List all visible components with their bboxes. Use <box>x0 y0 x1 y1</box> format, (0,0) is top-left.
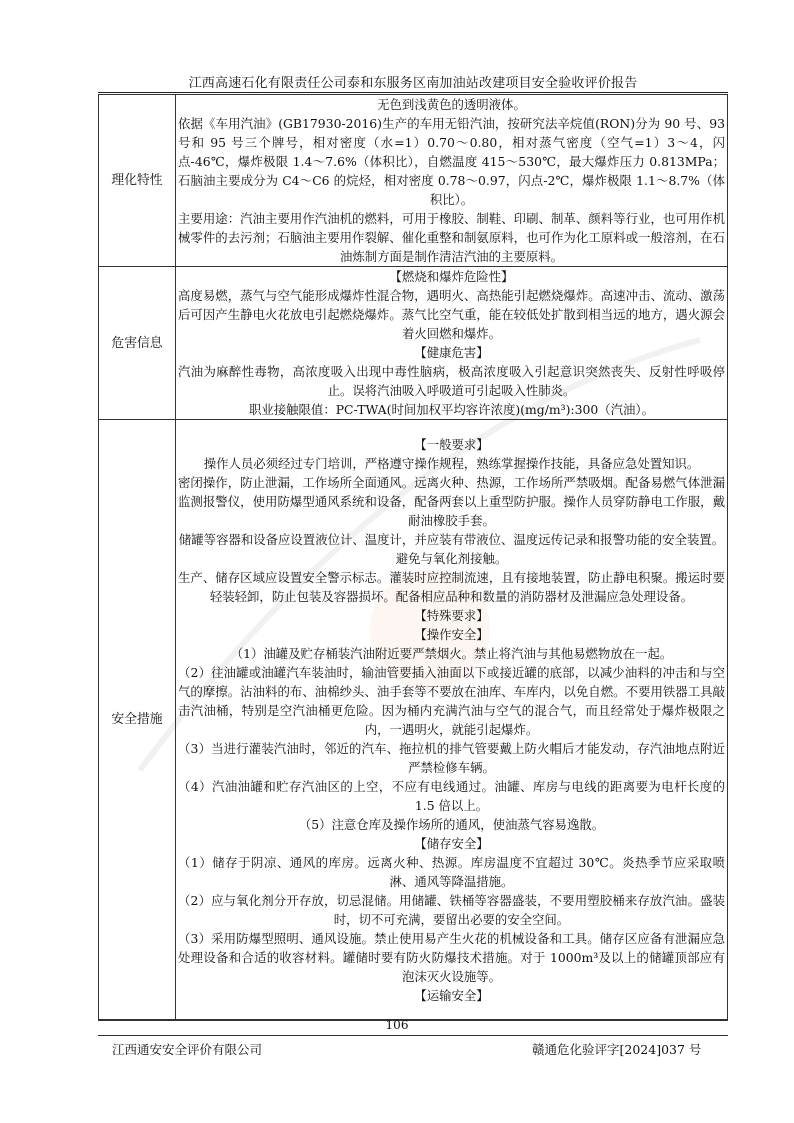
transport-heading: 【运输安全】 <box>414 987 489 1003</box>
general-heading: 【一般要求】 <box>414 436 489 452</box>
row-label-hazard: 危害信息 <box>99 267 176 420</box>
exposure-limit: 职业接触限值：PC-TWA(时间加权平均容许浓度)(mg/m³):300（汽油）。 <box>248 402 655 417</box>
header-rule <box>98 92 728 93</box>
health-text: 汽油为麻醉性毒物，高浓度吸入出现中毒性脑病，极高浓度吸入引起意识突然丧失、反射性呼吸停止。误将汽油吸入呼吸道可引起吸入性肺炎。 <box>178 364 725 398</box>
fire-heading: 【燃烧和爆炸危险性】 <box>389 269 514 284</box>
storage-item: （1）储存于阴凉、通风的库房。远离火种、热源。库房温度不宜超过 30℃。炎热季节应采取喷淋、通风等降温措施。 <box>178 854 725 889</box>
row-label-safety: 安全措施 <box>99 420 176 1020</box>
footer-doc-number: 赣通危化验评字[2024]037 号 <box>532 1042 702 1057</box>
general-item: 储罐等容器和设备应设置液位计、温度计，并应装有带液位、温度远传记录和报警功能的安全装置。 <box>178 531 725 547</box>
health-heading: 【健康危害】 <box>414 345 489 360</box>
page-number: 106 <box>385 1018 409 1032</box>
properties-appearance: 无色到浅黄色的透明液体。 <box>377 97 526 112</box>
operation-item: （3）当进行灌装汽油时，邻近的汽车、拖拉机的排气管要戴上防火帽后才能发动，存汽油地点附近严禁检修车辆。 <box>178 740 725 775</box>
footer-rule-lower <box>98 1035 728 1036</box>
general-item: 避免与氧化剂接触。 <box>395 550 508 566</box>
storage-item: （2）应与氧化剂分开存放，切忌混储。用储罐、铁桶等容器盛装，不要用塑胶桶来存放汽油。盛装时，切不可充满，要留出必要的安全空间。 <box>178 892 725 927</box>
properties-content <box>176 95 728 267</box>
special-heading: 【特殊要求】 <box>414 607 489 623</box>
page-header: 江西高速石化有限责任公司泰和东服务区南加油站改建项目安全验收评价报告 <box>188 76 638 91</box>
hazard-content <box>176 267 728 420</box>
table-row-hazard <box>99 267 728 420</box>
properties-usage: 主要用途：汽油主要用作汽油机的燃料，可用于橡胶、制鞋、印刷、制革、颜料等行业，也可用作机械零件的去污剂；石脑油主要用作裂解、催化重整和制氨原料，也可作为化工原料或一般溶剂，在石油炼制方面是制作清洁汽油的主要原料。 <box>178 211 725 264</box>
properties-spec: 依据《车用汽油》(GB17930-2016)生产的车用无铅汽油，按研究法辛烷值(RON)分为 90 号、93 号和 95 号三个牌号，相对密度（水=1）0.70～0.80，相对蒸气密度（空气=1）3～4，闪点-46℃，爆炸极限 1.4～7.6%（体积比），自燃温度 415～530℃，最大爆炸压力 0.813MPa；石脑油主要成分为 C4～C6 的烷烃，相对密度 0.78～0.97，闪点-2℃，爆炸极限 1.1～8.7%（体积比）。 <box>178 116 725 207</box>
storage-heading: 【储存安全】 <box>414 835 489 851</box>
table-row-safety <box>99 420 728 1020</box>
general-item: 操作人员必须经过专门培训，严格遵守操作规程，熟练掌握操作技能，具备应急处置知识。 <box>203 455 700 471</box>
general-item: 生产、储存区域应设置安全警示标志。灌装时应控制流速，且有接地装置，防止静电积聚。搬运时要轻装轻卸，防止包装及容器损坏。配备相应品种和数量的消防器材及泄漏应急处理设备。 <box>178 569 725 604</box>
table-row-properties <box>99 95 728 267</box>
general-item: 密闭操作，防止泄漏，工作场所全面通风。远离火种、热源，工作场所严禁吸烟。配备易燃气体泄漏监测报警仪，使用防爆型通风系统和设备，配备两套以上重型防护服。操作人员穿防静电工作服，戴耐油橡胶手套。 <box>178 474 725 528</box>
operation-item: （1）油罐及贮存桶装汽油附近要严禁烟火。禁止将汽油与其他易燃物放在一起。 <box>230 645 673 661</box>
operation-heading: 【操作安全】 <box>414 626 489 642</box>
operation-item: （2）往油罐或油罐汽车装油时，输油管要插入油面以下或接近罐的底部，以减少油料的冲击和与空气的摩擦。沾油料的布、油棉纱头、油手套等不要放在油库、车库内，以免自燃。不要用铁器工具敲击汽油桶，特别是空汽油桶更危险。因为桶内充满汽油与空气的混合气，而且经常处于爆炸极限之内，一遇明火，就能引起爆炸。 <box>178 664 725 737</box>
footer-company: 江西通安安全评价有限公司 <box>112 1042 263 1057</box>
row-label-properties: 理化特性 <box>99 95 176 267</box>
safety-content <box>176 420 728 1020</box>
fire-text: 高度易燃，蒸气与空气能形成爆炸性混合物，遇明火、高热能引起燃烧爆炸。高速冲击、流动、激荡后可因产生静电火花放电引起燃烧爆炸。蒸气比空气重，能在较低处扩散到相当远的地方，遇火源会着火回燃和爆炸。 <box>178 288 725 341</box>
chemical-safety-table <box>98 94 728 1020</box>
operation-item: （5）注意仓库及操作场所的通风，使油蒸气容易逸散。 <box>298 816 605 832</box>
operation-item: （4）汽油油罐和贮存汽油区的上空，不应有电线通过。油罐、库房与电线的距离要为电杆长度的 1.5 倍以上。 <box>178 778 725 813</box>
storage-item: （3）采用防爆型照明、通风设施。禁止使用易产生火花的机械设备和工具。储存区应备有泄漏应急处理设备和合适的收容材料。罐储时要有防火防爆技术措施。对于 1000m³及以上的储罐顶部应有泡沫灭火设施等。 <box>178 930 725 984</box>
